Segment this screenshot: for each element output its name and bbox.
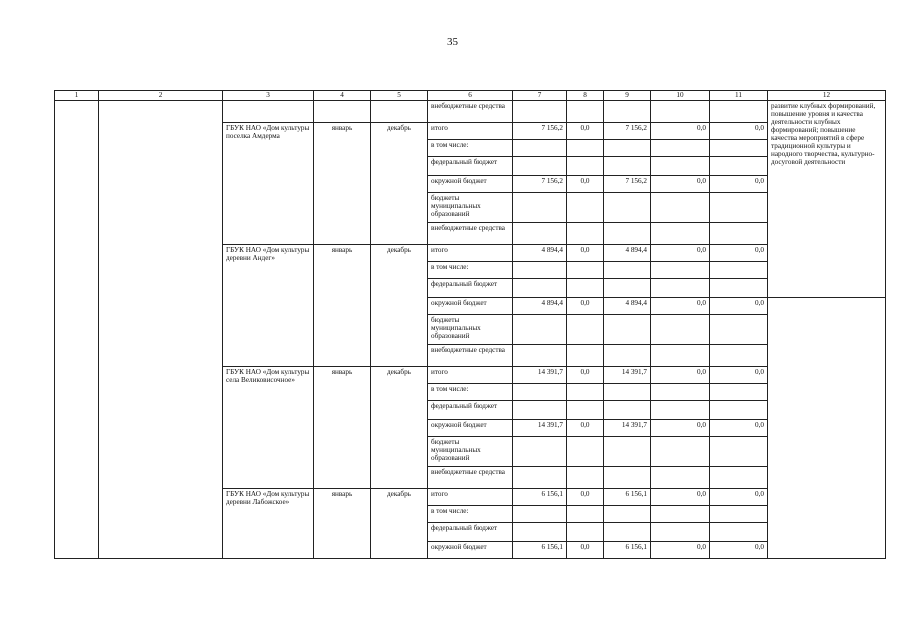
amount-cell xyxy=(604,401,651,420)
header-cell: 8 xyxy=(567,91,604,101)
amount-cell: 7 156,2 xyxy=(513,176,567,193)
amount-cell xyxy=(604,506,651,523)
amount-cell xyxy=(513,401,567,420)
amount-cell xyxy=(710,262,768,279)
amount-cell xyxy=(710,345,768,367)
amount-cell xyxy=(604,345,651,367)
amount-cell: 0,0 xyxy=(567,420,604,437)
amount-cell xyxy=(651,223,710,245)
funding-source: внебюджетные средства xyxy=(428,467,513,489)
amount-cell: 0,0 xyxy=(651,420,710,437)
amount-cell xyxy=(651,523,710,542)
amount-cell: 0,0 xyxy=(710,298,768,315)
amount-cell: 14 391,7 xyxy=(513,420,567,437)
header-cell: 9 xyxy=(604,91,651,101)
amount-cell xyxy=(604,262,651,279)
amount-cell: 0,0 xyxy=(710,420,768,437)
org-name: ГБУК НАО «Дом культуры поселка Амдерма xyxy=(223,123,314,245)
header-cell: 6 xyxy=(428,91,513,101)
amount-cell xyxy=(710,506,768,523)
amount-cell xyxy=(710,401,768,420)
header-cell: 4 xyxy=(314,91,371,101)
funding-source: окружной бюджет xyxy=(428,420,513,437)
funding-source: бюджеты муниципальных образований xyxy=(428,437,513,467)
amount-cell xyxy=(513,345,567,367)
amount-cell: 0,0 xyxy=(567,542,604,559)
amount-cell xyxy=(710,384,768,401)
amount-cell xyxy=(710,467,768,489)
amount-cell xyxy=(651,506,710,523)
amount-cell xyxy=(710,101,768,123)
amount-cell xyxy=(513,140,567,157)
amount-cell xyxy=(567,523,604,542)
col2-cell xyxy=(99,101,223,559)
amount-cell: 0,0 xyxy=(651,489,710,506)
header-row xyxy=(55,91,886,101)
amount-cell xyxy=(604,437,651,467)
org-name: ГБУК НАО «Дом культуры деревни Андег» xyxy=(223,245,314,367)
funding-source: федеральный бюджет xyxy=(428,279,513,298)
amount-cell xyxy=(651,101,710,123)
amount-cell xyxy=(651,279,710,298)
amount-cell xyxy=(567,140,604,157)
amount-cell: 14 391,7 xyxy=(604,367,651,384)
amount-cell: 7 156,2 xyxy=(604,123,651,140)
amount-cell xyxy=(513,157,567,176)
amount-cell xyxy=(513,223,567,245)
amount-cell: 0,0 xyxy=(710,542,768,559)
funding-source: в том числе: xyxy=(428,262,513,279)
end-month xyxy=(371,101,428,123)
amount-cell xyxy=(567,467,604,489)
col12-cell xyxy=(768,298,886,559)
header-cell: 5 xyxy=(371,91,428,101)
amount-cell: 14 391,7 xyxy=(604,420,651,437)
amount-cell xyxy=(567,384,604,401)
end-month: декабрь xyxy=(371,489,428,559)
header-cell: 3 xyxy=(223,91,314,101)
amount-cell: 0,0 xyxy=(567,176,604,193)
amount-cell: 6 156,1 xyxy=(604,542,651,559)
start-month: январь xyxy=(314,245,371,367)
amount-cell xyxy=(710,140,768,157)
amount-cell: 0,0 xyxy=(651,298,710,315)
funding-source: окружной бюджет xyxy=(428,176,513,193)
amount-cell xyxy=(651,262,710,279)
amount-cell xyxy=(651,467,710,489)
amount-cell: 0,0 xyxy=(651,176,710,193)
amount-cell xyxy=(604,523,651,542)
amount-cell xyxy=(604,279,651,298)
amount-cell xyxy=(604,223,651,245)
amount-cell: 4 894,4 xyxy=(604,245,651,262)
start-month: январь xyxy=(314,123,371,245)
amount-cell xyxy=(567,345,604,367)
amount-cell xyxy=(513,279,567,298)
amount-cell xyxy=(604,384,651,401)
amount-cell: 14 391,7 xyxy=(513,367,567,384)
amount-cell xyxy=(651,384,710,401)
amount-cell xyxy=(567,506,604,523)
funding-source: итого xyxy=(428,245,513,262)
funding-source: в том числе: xyxy=(428,506,513,523)
funding-source: итого xyxy=(428,123,513,140)
amount-cell xyxy=(513,262,567,279)
amount-cell xyxy=(567,315,604,345)
amount-cell xyxy=(513,384,567,401)
amount-cell xyxy=(513,467,567,489)
amount-cell xyxy=(513,193,567,223)
amount-cell xyxy=(604,140,651,157)
amount-cell xyxy=(651,437,710,467)
amount-cell: 0,0 xyxy=(567,367,604,384)
funding-source: внебюджетные средства xyxy=(428,223,513,245)
page-number: 35 xyxy=(447,36,458,48)
funding-source: бюджеты муниципальных образований xyxy=(428,315,513,345)
funding-source: в том числе: xyxy=(428,140,513,157)
amount-cell: 0,0 xyxy=(651,542,710,559)
amount-cell xyxy=(567,157,604,176)
funding-source: окружной бюджет xyxy=(428,542,513,559)
funding-source: внебюджетные средства xyxy=(428,345,513,367)
start-month xyxy=(314,101,371,123)
org-name: ГБУК НАО «Дом культуры села Великовисочное» xyxy=(223,367,314,489)
amount-cell xyxy=(513,506,567,523)
amount-cell: 0,0 xyxy=(567,123,604,140)
budget-table xyxy=(54,90,886,559)
col1-cell xyxy=(55,101,99,559)
amount-cell xyxy=(513,437,567,467)
header-cell: 1 xyxy=(55,91,99,101)
header-cell: 10 xyxy=(651,91,710,101)
amount-cell xyxy=(567,279,604,298)
amount-cell xyxy=(567,223,604,245)
amount-cell xyxy=(651,193,710,223)
funding-source: федеральный бюджет xyxy=(428,401,513,420)
header-cell: 11 xyxy=(710,91,768,101)
amount-cell xyxy=(567,401,604,420)
amount-cell: 0,0 xyxy=(567,489,604,506)
amount-cell xyxy=(710,437,768,467)
amount-cell xyxy=(710,157,768,176)
amount-cell: 4 894,4 xyxy=(513,245,567,262)
funding-source: окружной бюджет xyxy=(428,298,513,315)
end-month: декабрь xyxy=(371,367,428,489)
amount-cell xyxy=(604,101,651,123)
amount-cell: 0,0 xyxy=(651,367,710,384)
amount-cell: 0,0 xyxy=(651,123,710,140)
start-month: январь xyxy=(314,489,371,559)
expected-result: развитие клубных формирований, повышение уровня и качества деятельности клубных формирований; повышение качества мероприятий в сфере традиционной культуры и народного творчества, культурно-досуговой деятельности xyxy=(768,101,886,298)
amount-cell: 0,0 xyxy=(710,245,768,262)
amount-cell: 0,0 xyxy=(710,367,768,384)
header-cell: 12 xyxy=(768,91,886,101)
amount-cell: 0,0 xyxy=(710,489,768,506)
amount-cell: 7 156,2 xyxy=(604,176,651,193)
amount-cell xyxy=(604,193,651,223)
amount-cell: 4 894,4 xyxy=(604,298,651,315)
amount-cell xyxy=(513,523,567,542)
funding-source: итого xyxy=(428,489,513,506)
amount-cell xyxy=(710,279,768,298)
amount-cell: 0,0 xyxy=(567,245,604,262)
start-month: январь xyxy=(314,367,371,489)
amount-cell: 0,0 xyxy=(567,298,604,315)
org-name xyxy=(223,101,314,123)
amount-cell xyxy=(710,315,768,345)
amount-cell xyxy=(710,193,768,223)
end-month: декабрь xyxy=(371,245,428,367)
amount-cell: 0,0 xyxy=(651,245,710,262)
amount-cell xyxy=(651,345,710,367)
end-month: декабрь xyxy=(371,123,428,245)
funding-source: федеральный бюджет xyxy=(428,157,513,176)
amount-cell xyxy=(651,140,710,157)
header-cell: 2 xyxy=(99,91,223,101)
table-row xyxy=(55,101,886,123)
amount-cell: 6 156,1 xyxy=(513,489,567,506)
amount-cell xyxy=(567,101,604,123)
org-name: ГБУК НАО «Дом культуры деревни Лабожское» xyxy=(223,489,314,559)
amount-cell xyxy=(604,467,651,489)
funding-source: федеральный бюджет xyxy=(428,523,513,542)
amount-cell xyxy=(604,157,651,176)
amount-cell xyxy=(710,523,768,542)
amount-cell: 0,0 xyxy=(710,176,768,193)
amount-cell xyxy=(567,262,604,279)
funding-source: бюджеты муниципальных образований xyxy=(428,193,513,223)
amount-cell: 0,0 xyxy=(710,123,768,140)
amount-cell xyxy=(651,157,710,176)
funding-source: итого xyxy=(428,367,513,384)
amount-cell xyxy=(513,315,567,345)
amount-cell: 6 156,1 xyxy=(513,542,567,559)
funding-source: внебюджетные средства xyxy=(428,101,513,123)
amount-cell: 7 156,2 xyxy=(513,123,567,140)
amount-cell xyxy=(567,193,604,223)
amount-cell: 6 156,1 xyxy=(604,489,651,506)
amount-cell: 4 894,4 xyxy=(513,298,567,315)
amount-cell xyxy=(651,315,710,345)
amount-cell xyxy=(604,315,651,345)
amount-cell xyxy=(567,437,604,467)
header-cell: 7 xyxy=(513,91,567,101)
amount-cell xyxy=(710,223,768,245)
amount-cell xyxy=(651,401,710,420)
funding-source: в том числе: xyxy=(428,384,513,401)
amount-cell xyxy=(513,101,567,123)
